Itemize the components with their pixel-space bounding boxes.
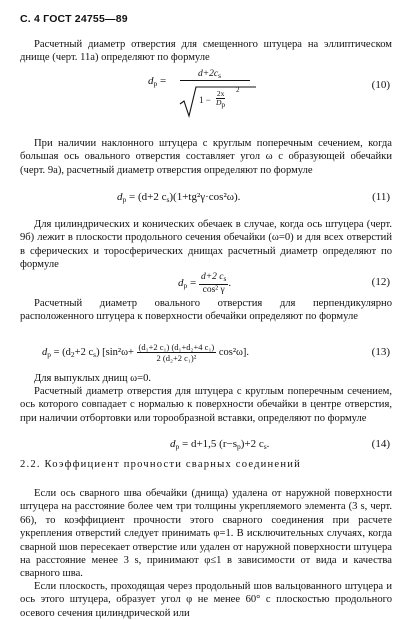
- formula-11-number: (11): [372, 191, 390, 203]
- paragraph-formula-11-intro: При наличии наклонного штуцера с круглым поперечным сечением, когда большая ось овального отверстия составляет угол ω с образующей обечайки (черт. 9а), расчетный диаметр отверстия определяют по формуле: [20, 138, 392, 176]
- formula-10-numerator: $d+2c_s$: [198, 69, 222, 80]
- formula-14-number: (14): [371, 438, 390, 450]
- formula-13: $d_p = (d_2+2$ $c_s$) [sin²ω+ $\frac{\text{(d₁+2 c₁) (d₁+d₂+4 c₁)}}{\text{2 (d₂+2 c₁)²}}$ cos²ω].: [42, 342, 250, 363]
- formula-12-fraction: $\frac{d+2 c_s}{\text{cos² γ}}$: [200, 272, 227, 295]
- page-header: С. 4 ГОСТ 24755—89: [20, 13, 128, 25]
- paragraph-formula-14-intro: Расчетный диаметр отверстия для штуцера с круглым поперечным сечением, ось которого совпадает с нормалью к поверхности обечайки в центре отверстия, при наличии отбортовки или торообразной вставки, определяют по формуле: [20, 386, 392, 424]
- formula-10-fraction-bar: [180, 80, 250, 81]
- formula-13-fraction: $\frac{\text{(d₁+2 c₁) (d₁+d₂+4 c₁)}}{\text{2 (d₂+2 c₁)²}}$: [138, 342, 215, 363]
- formula-12-number: (12): [371, 276, 390, 288]
- section-heading-2-2: 2.2. Коэффициент прочности сварных соединений: [20, 459, 301, 470]
- formula-14: $d_p = d+1,5$ $(r-s_p)+2$ $c_s$.: [170, 438, 270, 451]
- paragraph-formula-13-intro: Расчетный диаметр овального отверстия для перпендикулярно расположенного штуцера к поверхности обечайки определяют по формуле: [20, 298, 392, 323]
- paragraph-formula-12-intro: Для цилиндрических и конических обечаек в случае, когда ось штуцера (черт. 9б) лежит в плоскости продольного сечения обечайки (ω=0) и для всех отверстий в сферических и торосферических днищах расчетный диаметр определяют по формуле: [20, 219, 392, 271]
- formula-10-denominator: 1 − 2x $D_p$ 2: [178, 84, 258, 118]
- formula-12: $d_p$ = $\frac{d+2 c_s}{\text{cos² γ}}$ .: [178, 272, 232, 295]
- paragraph-convex-heads: Для выпуклых днищ ω=0.: [34, 373, 152, 384]
- formula-10: $d_p$ = $d+2c_s$: [148, 69, 222, 88]
- paragraph-formula-10-intro: Расчетный диаметр отверстия для смещенного штуцера на эллиптическом днище (черт. 11а) определяют по формуле: [20, 39, 392, 64]
- formula-13-number: (13): [371, 346, 390, 358]
- paragraph-longitudinal-seam: Если плоскость, проходящая через продольный шов вальцованного штуцера и ось этого штуцера, образует угол φ не менее 60° с плоскостью продольного осевого сечения цилиндрической или: [20, 581, 392, 619]
- formula-11: $d_p = (d+2$ $c_s)(1+tg^2\gamma\cdot\cos^2\omega)$.: [117, 191, 241, 204]
- formula-10-number: (10): [371, 79, 390, 91]
- paragraph-weld-coefficient: Если ось сварного шва обечайки (днища) удалена от наружной поверхности штуцера на расстояние более чем три толщины укрепляемого элемента (3 s, черт. 66), то коэффициент прочности этого сварного соединения при расчете укрепления отверстий следует принимать φ=1. В исключительных случаях, когда сварной шов пересекает отверстие или удален от наружной поверхности штуцера на расстояние менее 3 s, принимают φ≤1 в зависимости от вида и качества сварного шва.: [20, 488, 392, 580]
